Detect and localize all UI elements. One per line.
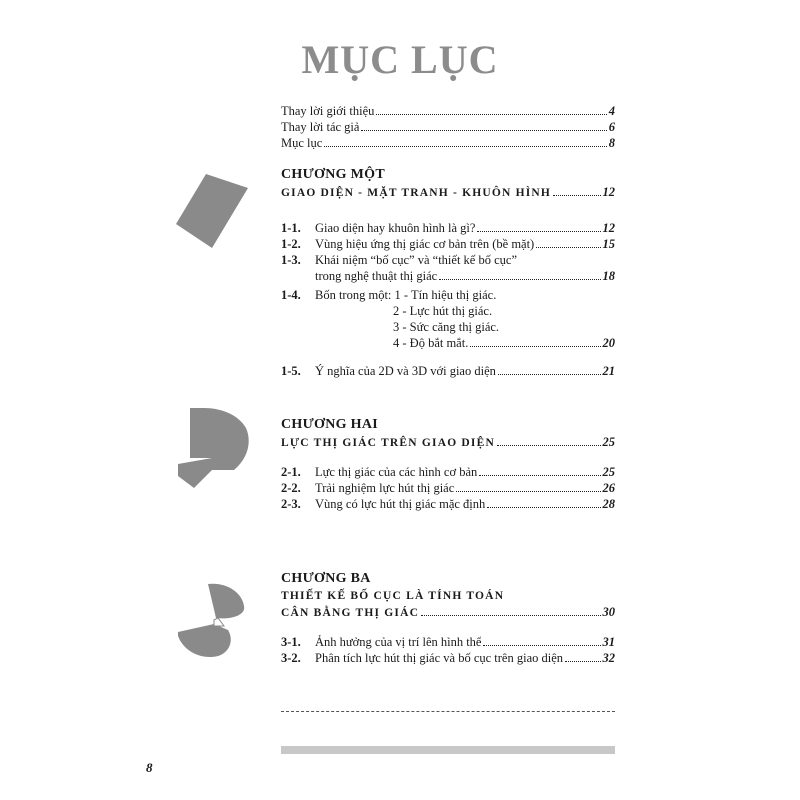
sub-item	[281, 335, 615, 351]
section-page: 15	[602, 237, 615, 251]
chapter-3	[281, 570, 615, 666]
sub-item-text: 3 - Sức căng thị giác.	[393, 320, 500, 334]
front-matter	[281, 103, 615, 151]
section-label: Khái niệm “bố cục” và “thiết kế bố cục”	[315, 253, 517, 267]
chapter-page: 25	[602, 435, 615, 449]
section-number: 2-1.	[281, 465, 301, 479]
sub-item	[281, 319, 615, 335]
section-label: Ảnh hưởng của vị trí lên hình thể	[315, 635, 482, 649]
parallelogram-shape-icon	[172, 172, 250, 250]
section-label-cont: trong nghệ thuật thị giác	[315, 269, 438, 283]
leader-dots	[361, 119, 606, 131]
section-entry[interactable]	[281, 480, 615, 496]
section-label: Bốn trong một: 1 - Tín hiệu thị giác.	[315, 288, 497, 302]
leader-dots	[479, 464, 600, 476]
chapter-name: CHƯƠNG MỘT	[281, 167, 385, 182]
chapter-title[interactable]	[281, 604, 615, 620]
section-number: 1-3.	[281, 253, 301, 267]
chapter-page: 30	[602, 605, 615, 619]
chapter-title-text: CÂN BẰNG THỊ GIÁC	[281, 607, 420, 619]
chapter-name: CHƯƠNG HAI	[281, 417, 378, 432]
split-circle-shape-icon	[172, 578, 254, 662]
toc-entry[interactable]	[281, 119, 615, 135]
leader-dots	[456, 480, 600, 492]
chapter-title-text: LỰC THỊ GIÁC TRÊN GIAO DIỆN	[281, 437, 495, 449]
leader-dots	[421, 604, 600, 616]
section-entry[interactable]	[281, 236, 615, 252]
section-page: 32	[602, 651, 615, 665]
section-page: 20	[602, 336, 615, 350]
sub-item-text: 2 - Lực hút thị giác.	[393, 304, 493, 318]
page-number: 8	[146, 760, 153, 775]
section-entry[interactable]	[281, 252, 615, 268]
chapter-name: CHƯƠNG BA	[281, 571, 371, 586]
leader-dots	[376, 103, 606, 115]
section-number: 1-2.	[281, 237, 301, 251]
section-entry[interactable]	[281, 464, 615, 480]
toc-entry[interactable]	[281, 135, 615, 151]
toc-entry[interactable]	[281, 103, 615, 119]
entry-label: Thay lời tác giả	[281, 120, 360, 134]
sub-item-text: 4 - Độ bắt mắt.	[393, 336, 469, 350]
d-shape-icon	[174, 406, 254, 490]
section-label: Phân tích lực hút thị giác và bố cục trên giao diện	[315, 651, 564, 665]
leader-dots	[565, 650, 600, 662]
section-label: Vùng có lực hút thị giác mặc định	[315, 497, 486, 511]
chapter-title-text: THIẾT KẾ BỐ CỤC LÀ TÍNH TOÁN	[281, 590, 505, 602]
section-label: Vùng hiệu ứng thị giác cơ bản trên (bề mặt)	[315, 237, 535, 251]
section-entry[interactable]	[281, 287, 615, 303]
section-page: 12	[602, 221, 615, 235]
section-page: 18	[602, 269, 615, 283]
entry-label: Thay lời giới thiệu	[281, 104, 375, 118]
section-label: Trải nghiệm lực hút thị giác	[315, 481, 455, 495]
entry-page: 4	[608, 104, 615, 118]
footer-bar	[281, 746, 615, 754]
section-number: 2-2.	[281, 481, 301, 495]
section-number: 1-1.	[281, 221, 301, 235]
dashed-divider	[281, 711, 615, 712]
section-page: 31	[602, 635, 615, 649]
section-page: 21	[602, 364, 615, 378]
entry-page: 8	[608, 136, 615, 150]
section-number: 1-5.	[281, 364, 301, 378]
chapter-title[interactable]	[281, 184, 615, 200]
leader-dots	[324, 135, 606, 147]
section-label: Lực thị giác của các hình cơ bản	[315, 465, 478, 479]
chapter-title[interactable]	[281, 434, 615, 450]
section-entry[interactable]	[281, 634, 615, 650]
leader-dots	[536, 236, 600, 248]
section-page: 28	[602, 497, 615, 511]
entry-page: 6	[608, 120, 615, 134]
chapter-title-text: GIAO DIỆN - MẶT TRANH - KHUÔN HÌNH	[281, 187, 552, 199]
section-entry[interactable]	[281, 496, 615, 512]
leader-dots	[439, 268, 600, 280]
page-title: MỤC LỤC	[301, 37, 499, 82]
leader-dots	[487, 496, 600, 508]
section-number: 3-1.	[281, 635, 301, 649]
chapter-1	[281, 166, 615, 379]
chapter-page: 12	[602, 185, 615, 199]
section-label: Ý nghĩa của 2D và 3D với giao diện	[315, 364, 496, 378]
section-page: 25	[602, 465, 615, 479]
section-entry[interactable]	[281, 650, 615, 666]
entry-label: Mục lục	[281, 136, 323, 150]
section-page: 26	[602, 481, 615, 495]
section-number: 2-3.	[281, 497, 301, 511]
leader-dots	[553, 184, 600, 196]
leader-dots	[497, 434, 601, 446]
leader-dots	[483, 634, 600, 646]
section-entry[interactable]	[281, 220, 615, 236]
section-number: 1-4.	[281, 288, 301, 302]
section-entry[interactable]	[281, 363, 615, 379]
chapter-2	[281, 416, 615, 512]
section-entry-cont[interactable]	[281, 268, 615, 284]
leader-dots	[470, 335, 600, 347]
leader-dots	[498, 363, 601, 375]
sub-item	[281, 303, 615, 319]
leader-dots	[477, 220, 600, 232]
section-label: Giao diện hay khuôn hình là gì?	[315, 221, 476, 235]
chapter-title[interactable]	[281, 588, 615, 604]
section-number: 3-2.	[281, 651, 301, 665]
